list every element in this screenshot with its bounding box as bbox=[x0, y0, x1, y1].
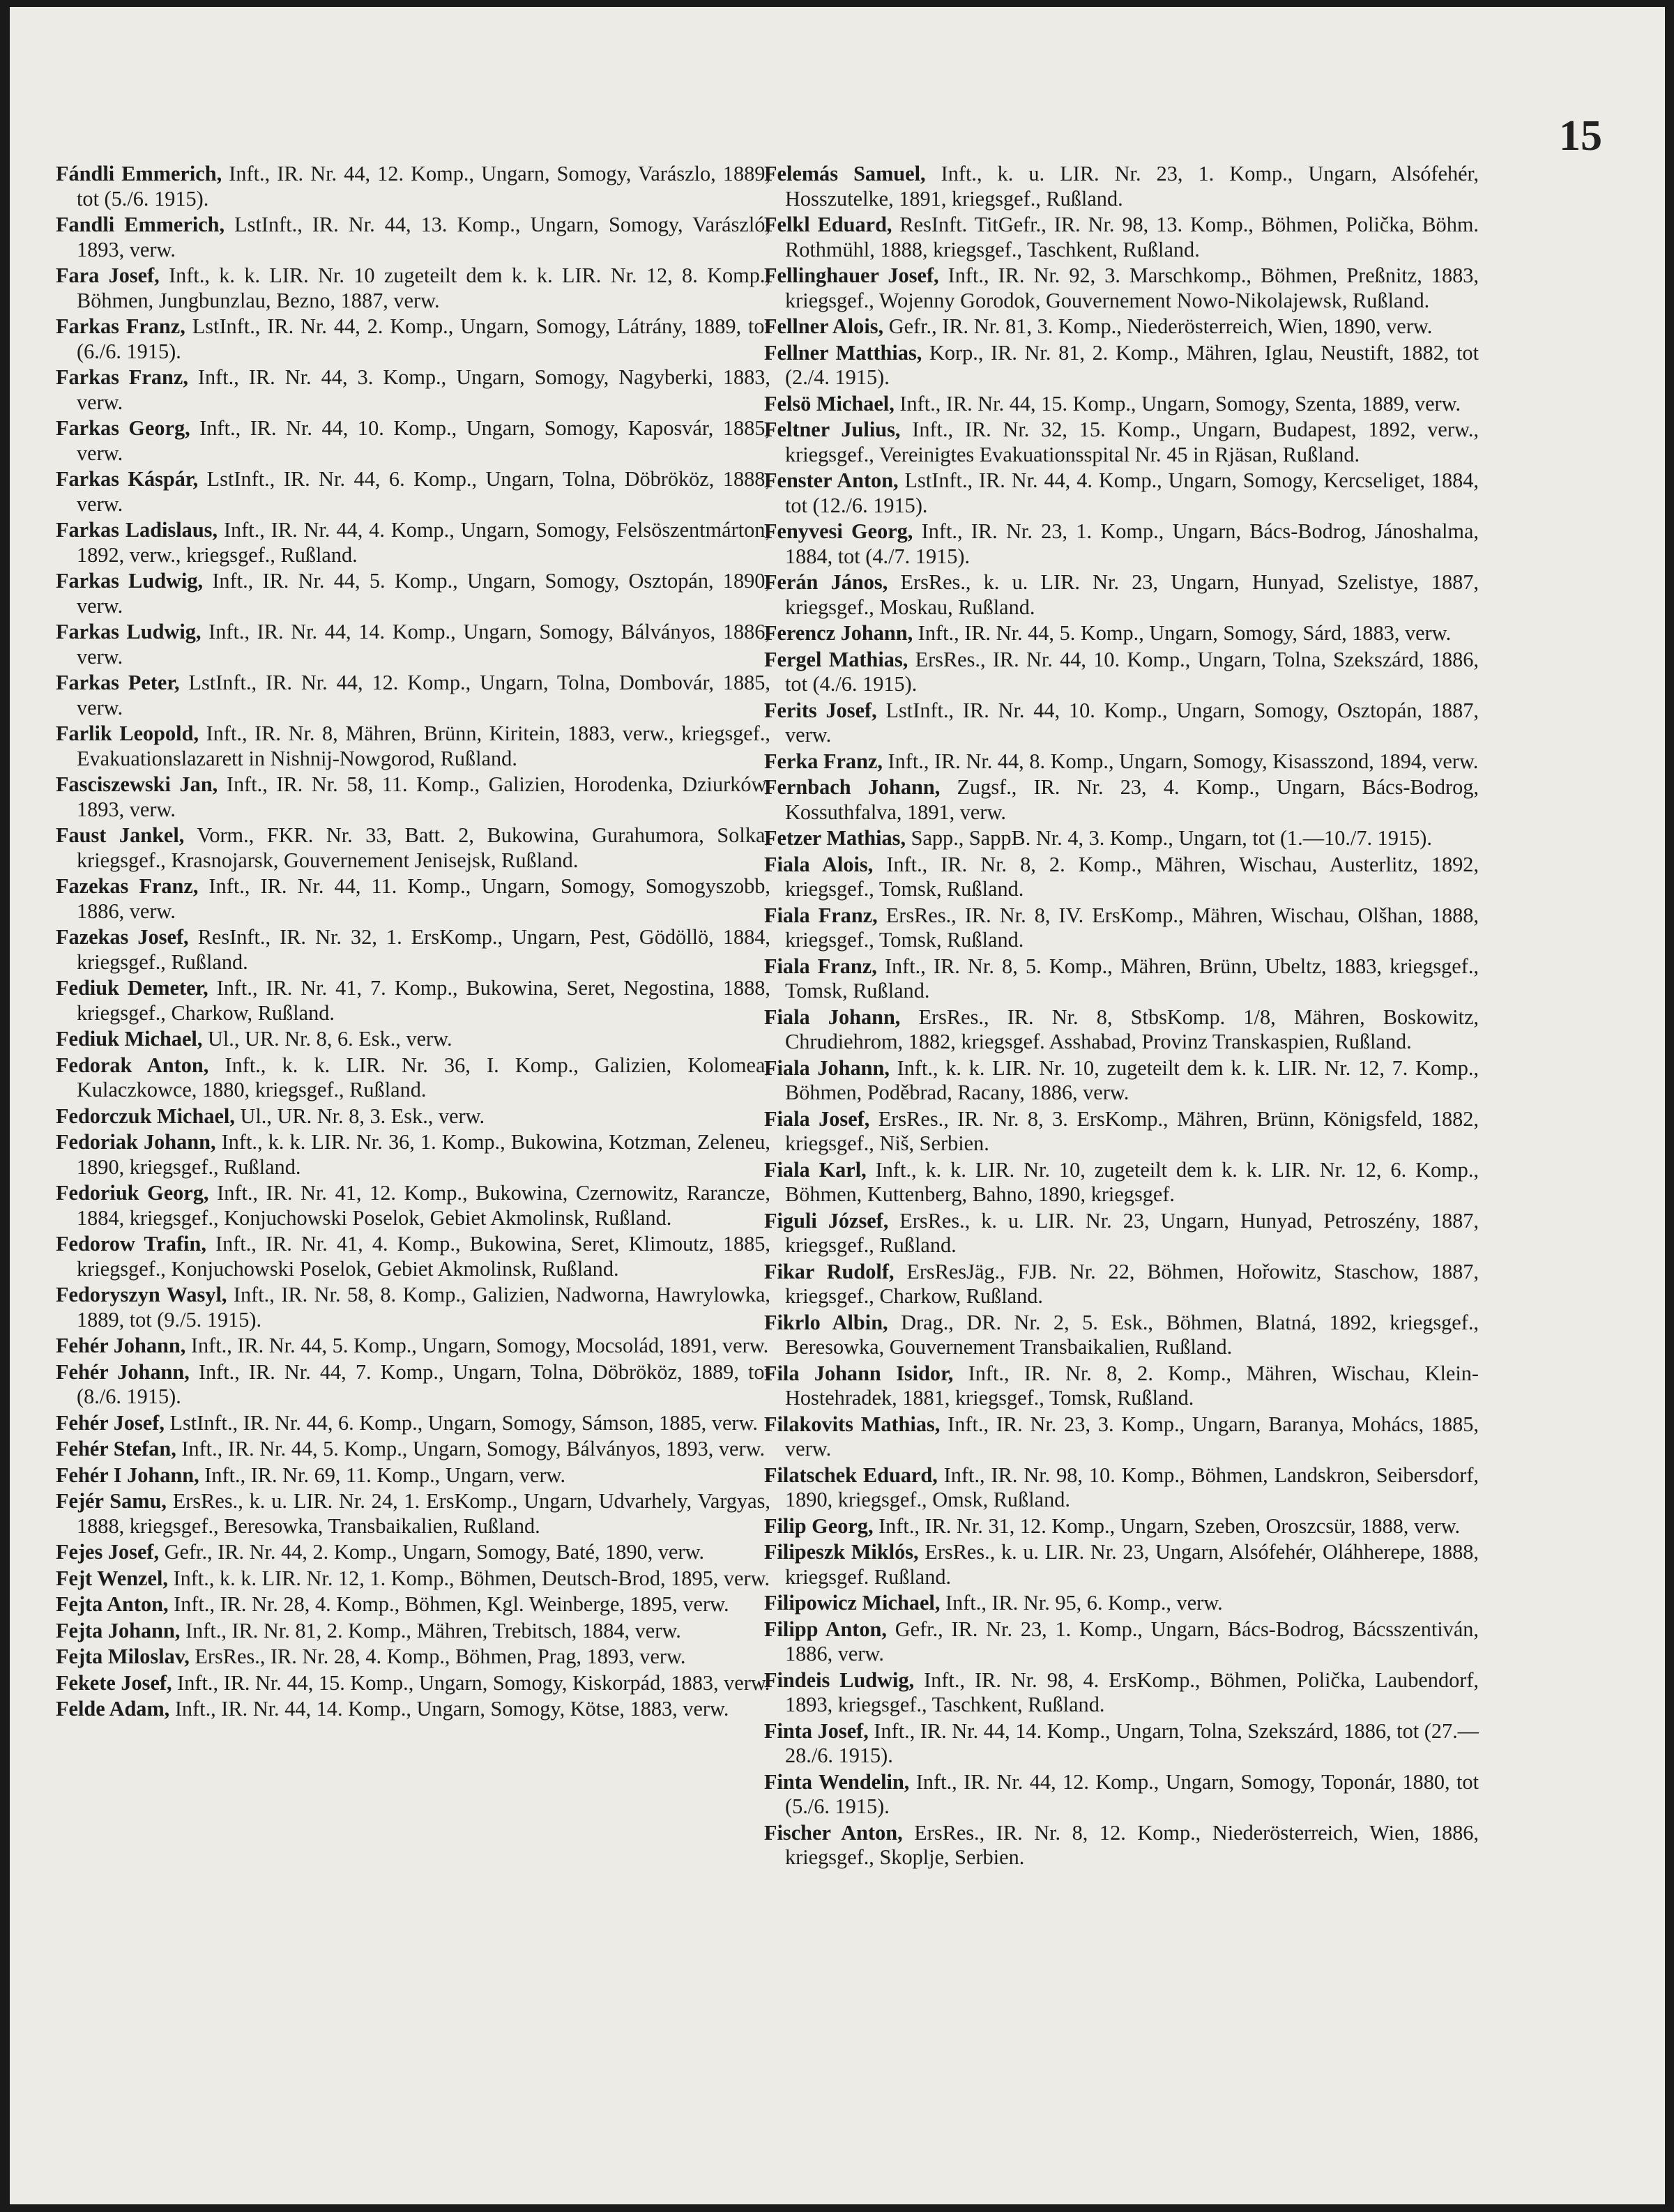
entry-name: Fiala Alois, bbox=[764, 852, 874, 876]
register-entry bbox=[56, 1566, 770, 1592]
entry-details: Inft., k. k. LIR. Nr. 36, 1. Komp., Bukowina, Kotzman, Zeleneu, 1890, kriegsgef., Rußland. bbox=[77, 1130, 770, 1179]
entry-details: Inft., IR. Nr. 23, 3. Komp., Ungarn, Baranya, Mohács, 1885, verw. bbox=[785, 1412, 1479, 1460]
register-entry bbox=[764, 392, 1479, 417]
entry-details: Zugsf., IR. Nr. 23, 4. Komp., Ungarn, Bács-Bodrog, Kossuthfalva, 1891, verw. bbox=[785, 775, 1479, 824]
entry-details: Inft., IR. Nr. 44, 3. Komp., Ungarn, Somogy, Nagyberki, 1883, verw. bbox=[77, 365, 770, 414]
entry-details: Inft., k. u. LIR. Nr. 23, 1. Komp., Ungarn, Alsófehér, Hosszutelke, 1891, kriegsgef., Rußland. bbox=[785, 162, 1479, 211]
entry-name: Fila Johann Isidor, bbox=[764, 1361, 954, 1385]
entry-details: Inft., IR. Nr. 44, 5. Komp., Ungarn, Somogy, Sárd, 1883, verw. bbox=[913, 621, 1452, 645]
entry-details: Korp., IR. Nr. 81, 2. Komp., Mähren, Iglau, Neustift, 1882, tot (2./4. 1915). bbox=[785, 340, 1479, 389]
entry-name: Fediuk Demeter, bbox=[56, 976, 208, 1000]
register-entry bbox=[764, 749, 1479, 775]
entry-details: Inft., IR. Nr. 8, 5. Komp., Mähren, Brünn, Ubeltz, 1883, kriegsgef., Tomsk, Rußland. bbox=[785, 954, 1479, 1002]
register-entry bbox=[764, 1158, 1479, 1207]
register-entry bbox=[56, 1437, 770, 1462]
entry-details: LstInft., IR. Nr. 44, 13. Komp., Ungarn, Somogy, Varászló, 1893, verw. bbox=[77, 213, 770, 261]
entry-name: Fehér Johann, bbox=[56, 1334, 186, 1357]
entry-name: Filakovits Mathias, bbox=[764, 1412, 941, 1436]
register-entry bbox=[764, 1770, 1479, 1820]
entry-name: Fernbach Johann, bbox=[764, 775, 941, 799]
entry-details: Inft., IR. Nr. 92, 3. Marschkomp., Böhmen, Preßnitz, 1883, kriegsgef., Wojenny Gorodok, Gouvernement Nowo-Nikolajewsk, Rußland. bbox=[785, 264, 1479, 312]
register-entry bbox=[56, 925, 770, 975]
entry-details: LstInft., IR. Nr. 44, 6. Komp., Ungarn, Somogy, Sámson, 1885, verw. bbox=[164, 1410, 759, 1435]
register-entry bbox=[764, 468, 1479, 518]
entry-details: Inft., IR. Nr. 31, 12. Komp., Ungarn, Szeben, Oroszcsür, 1888, verw. bbox=[873, 1513, 1461, 1538]
entry-details: Inft., IR. Nr. 8, 2. Komp., Mähren, Wischau, Klein-Hostehradek, 1881, kriegsgef., Tomsk, Rußland. bbox=[785, 1361, 1479, 1410]
entry-details: Inft., IR. Nr. 44, 7. Komp., Ungarn, Tolna, Döbrököz, 1889, tot (8./6. 1915). bbox=[77, 1359, 770, 1408]
entry-name: Fiala Franz, bbox=[764, 954, 877, 978]
entry-details: ResInft. TitGefr., IR. Nr. 98, 13. Komp., Böhmen, Polička, Böhm. Rothmühl, 1888, kriegsgef., Taschkent, Rußland. bbox=[785, 213, 1479, 261]
entry-name: Fedoriak Johann, bbox=[56, 1130, 216, 1154]
entry-details: Inft., IR. Nr. 81, 2. Komp., Mähren, Trebitsch, 1884, verw. bbox=[180, 1618, 681, 1642]
register-entry bbox=[56, 1697, 770, 1722]
entry-name: Fikrlo Albin, bbox=[764, 1310, 888, 1334]
entry-name: Fejér Samu, bbox=[56, 1489, 167, 1513]
entry-name: Fedorak Anton, bbox=[56, 1053, 209, 1077]
entry-details: Inft., IR. Nr. 69, 11. Komp., Ungarn, verw. bbox=[199, 1463, 566, 1487]
entry-details: Inft., IR. Nr. 44, 5. Komp., Ungarn, Somogy, Bálványos, 1893, verw. bbox=[176, 1437, 766, 1460]
entry-name: Felde Adam, bbox=[56, 1697, 170, 1721]
entry-name: Fiala Johann, bbox=[764, 1005, 901, 1029]
entry-name: Felkl Eduard, bbox=[764, 213, 892, 236]
entry-details: Inft., IR. Nr. 44, 8. Komp., Ungarn, Somogy, Kisasszond, 1894, verw. bbox=[882, 749, 1479, 773]
entry-details: Inft., IR. Nr. 23, 1. Komp., Ungarn, Bács-Bodrog, Jánoshalma, 1884, tot (4./7. 1915). bbox=[785, 519, 1479, 568]
entry-name: Fedoryszyn Wasyl, bbox=[56, 1283, 227, 1306]
register-entry bbox=[764, 1821, 1479, 1870]
entry-name: Fiala Franz, bbox=[764, 903, 878, 927]
entry-details: Inft., IR. Nr. 44, 12. Komp., Ungarn, Somogy, Toponár, 1880, tot (5./6. 1915). bbox=[785, 1769, 1479, 1818]
entry-name: Felsö Michael, bbox=[764, 391, 895, 415]
entry-name: Farkas Georg, bbox=[56, 416, 190, 440]
register-entry bbox=[56, 314, 770, 364]
entry-name: Fándli Emmerich, bbox=[56, 162, 222, 185]
entry-name: Farkas Káspár, bbox=[56, 467, 199, 491]
register-entry bbox=[764, 264, 1479, 313]
entry-name: Fenyvesi Georg, bbox=[764, 519, 913, 543]
entry-name: Fejta Miloslav, bbox=[56, 1645, 190, 1668]
register-entry bbox=[764, 1719, 1479, 1769]
register-entry bbox=[764, 1540, 1479, 1589]
entry-details: Inft., k. k. LIR. Nr. 10, zugeteilt dem k. k. LIR. Nr. 12, 6. Komp., Böhmen, Kuttenberg, Bahno, 1890, kriegsgef. bbox=[785, 1157, 1479, 1206]
entry-details: LstInft., IR. Nr. 44, 12. Komp., Ungarn, Tolna, Dombovár, 1885, verw. bbox=[77, 671, 770, 719]
entry-details: Inft., IR. Nr. 44, 14. Komp., Ungarn, Somogy, Bálványos, 1886, verw. bbox=[77, 620, 770, 669]
right-column bbox=[764, 162, 1479, 1872]
register-entry bbox=[56, 569, 770, 618]
register-entry bbox=[56, 467, 770, 517]
entry-name: Fejt Wenzel, bbox=[56, 1566, 168, 1590]
entry-details: ErsRes., IR. Nr. 8, 12. Komp., Niederösterreich, Wien, 1886, kriegsgef., Skoplje, Serbien. bbox=[785, 1820, 1479, 1869]
register-entry bbox=[764, 1005, 1479, 1055]
entry-details: LstInft., IR. Nr. 44, 2. Komp., Ungarn, Somogy, Látrány, 1889, tot (6./6. 1915). bbox=[77, 314, 770, 363]
entry-name: Farkas Ludwig, bbox=[56, 569, 204, 593]
register-entry bbox=[56, 213, 770, 262]
register-entry bbox=[56, 976, 770, 1025]
entry-details: Ul., UR. Nr. 8, 3. Esk., verw. bbox=[234, 1104, 485, 1128]
entry-name: Fara Josef, bbox=[56, 264, 160, 287]
register-entry bbox=[56, 1671, 770, 1696]
register-entry bbox=[56, 671, 770, 720]
register-entry bbox=[764, 162, 1479, 211]
entry-name: Fiala Johann, bbox=[764, 1055, 890, 1080]
entry-name: Fedoriuk Georg, bbox=[56, 1181, 209, 1205]
entry-details: Inft., IR. Nr. 98, 10. Komp., Böhmen, Landskron, Seibersdorf, 1890, kriegsgef., Omsk, Rußland. bbox=[785, 1463, 1479, 1511]
register-entry bbox=[764, 1260, 1479, 1309]
register-entry bbox=[764, 1668, 1479, 1718]
entry-name: Ferka Franz, bbox=[764, 749, 883, 773]
entry-name: Fehér Johann, bbox=[56, 1359, 190, 1384]
register-entry bbox=[764, 341, 1479, 390]
register-entry bbox=[56, 1334, 770, 1359]
left-column bbox=[56, 162, 770, 1723]
entry-name: Fellinghauer Josef, bbox=[764, 264, 939, 287]
register-entry bbox=[56, 772, 770, 822]
entry-name: Filipp Anton, bbox=[764, 1617, 887, 1641]
entry-name: Fehér Josef, bbox=[56, 1410, 165, 1435]
register-entry bbox=[56, 1181, 770, 1230]
entry-name: Fiala Josef, bbox=[764, 1106, 870, 1131]
register-entry bbox=[56, 1053, 770, 1103]
entry-details: Inft., IR. Nr. 32, 15. Komp., Ungarn, Budapest, 1892, verw., kriegsgef., Vereinigtes Evakuationsspital Nr. 45 in Rjäsan, Rußland. bbox=[785, 418, 1479, 466]
register-entry bbox=[56, 722, 770, 771]
entry-details: LstInft., IR. Nr. 44, 10. Komp., Ungarn, Somogy, Osztopán, 1887, verw. bbox=[785, 698, 1479, 747]
entry-name: Fiala Karl, bbox=[764, 1157, 867, 1182]
register-entry bbox=[56, 365, 770, 415]
entry-details: Inft., IR. Nr. 28, 4. Komp., Böhmen, Kgl. Weinberge, 1895, verw. bbox=[168, 1592, 729, 1616]
entry-name: Fenster Anton, bbox=[764, 468, 899, 492]
entry-details: Inft., IR. Nr. 44, 11. Komp., Ungarn, Somogy, Somogyszobb, 1886, verw. bbox=[77, 874, 770, 923]
register-entry bbox=[764, 418, 1479, 467]
document-page bbox=[10, 7, 1665, 2204]
register-entry bbox=[764, 1514, 1479, 1539]
register-entry bbox=[56, 1411, 770, 1436]
entry-details: Vorm., FKR. Nr. 33, Batt. 2, Bukowina, Gurahumora, Solka, kriegsgef., Krasnojarsk, Gouvernement Jenisejsk, Rußland. bbox=[77, 823, 770, 872]
entry-name: Fekete Josef, bbox=[56, 1670, 172, 1695]
entry-name: Fazekas Josef, bbox=[56, 925, 189, 949]
entry-details: Inft., k. k. LIR. Nr. 36, I. Komp., Galizien, Kolomea, Kulaczkowce, 1880, kriegsgef., Rußland. bbox=[77, 1053, 770, 1101]
register-entry bbox=[764, 1311, 1479, 1360]
entry-name: Findeis Ludwig, bbox=[764, 1668, 915, 1692]
register-entry bbox=[56, 264, 770, 313]
register-entry bbox=[764, 1463, 1479, 1513]
entry-name: Farkas Ladislaus, bbox=[56, 518, 218, 542]
entry-details: Inft., IR. Nr. 41, 7. Komp., Bukowina, Seret, Negostina, 1888, kriegsgef., Charkow, Rußland. bbox=[77, 976, 770, 1025]
entry-details: Inft., IR. Nr. 41, 4. Komp., Bukowina, Seret, Klimoutz, 1885, kriegsgef., Konjuchowski Poselok, Gebiet Akmolinsk, Rußland. bbox=[77, 1232, 770, 1281]
entry-name: Fedorczuk Michael, bbox=[56, 1104, 235, 1128]
entry-details: Gefr., IR. Nr. 44, 2. Komp., Ungarn, Somogy, Baté, 1890, verw. bbox=[159, 1540, 705, 1564]
entry-name: Farkas Peter, bbox=[56, 671, 180, 694]
register-entry bbox=[56, 1360, 770, 1410]
page-number: 15 bbox=[1559, 112, 1602, 160]
entry-details: LstInft., IR. Nr. 44, 6. Komp., Ungarn, Tolna, Döbrököz, 1888, verw. bbox=[77, 467, 770, 516]
entry-details: Drag., DR. Nr. 2, 5. Esk., Böhmen, Blatná, 1892, kriegsgef., Beresowka, Gouvernement Transbaikalien, Rußland. bbox=[785, 1310, 1479, 1359]
register-entry bbox=[764, 1412, 1479, 1462]
entry-details: ErsRes., IR. Nr. 8, StbsKomp. 1/8, Mähren, Boskowitz, Chrudiehrom, 1882, kriegsgef. Asshabad, Provinz Transkaspien, Rußland. bbox=[785, 1005, 1479, 1053]
entry-name: Farkas Ludwig, bbox=[56, 620, 201, 643]
entry-details: ErsRes., IR. Nr. 28, 4. Komp., Böhmen, Prag, 1893, verw. bbox=[189, 1645, 686, 1668]
register-entry bbox=[764, 826, 1479, 851]
register-entry bbox=[56, 1104, 770, 1129]
entry-details: ErsRes., k. u. LIR. Nr. 24, 1. ErsKomp., Ungarn, Udvarhely, Vargyas, 1888, kriegsgef., Beresowka, Transbaikalien, Rußland. bbox=[77, 1489, 770, 1538]
entry-details: Inft., IR. Nr. 41, 12. Komp., Bukowina, Czernowitz, Rarancze, 1884, kriegsgef., Konjuchowski Poselok, Gebiet Akmolinsk, Rußland. bbox=[77, 1181, 770, 1230]
register-entry bbox=[764, 699, 1479, 748]
register-entry bbox=[56, 518, 770, 567]
register-entry bbox=[56, 1283, 770, 1332]
entry-details: Inft., k. k. LIR. Nr. 10 zugeteilt dem k. k. LIR. Nr. 12, 8. Komp., Böhmen, Jungbunzlau, Bezno, 1887, verw. bbox=[77, 264, 770, 312]
register-entry bbox=[56, 874, 770, 924]
entry-details: Inft., IR. Nr. 44, 4. Komp., Ungarn, Somogy, Felsöszentmárton, 1892, verw., kriegsgef., Rußland. bbox=[77, 518, 770, 567]
entry-name: Fediuk Michael, bbox=[56, 1027, 203, 1051]
entry-name: Fehér Stefan, bbox=[56, 1437, 176, 1460]
entry-details: Inft., IR. Nr. 8, 2. Komp., Mähren, Wischau, Austerlitz, 1892, kriegsgef., Tomsk, Rußland. bbox=[785, 852, 1479, 901]
entry-details: Gefr., IR. Nr. 81, 3. Komp., Niederösterreich, Wien, 1890, verw. bbox=[883, 314, 1433, 338]
entry-details: ErsRes., k. u. LIR. Nr. 23, Ungarn, Hunyad, Petroszény, 1887, kriegsgef., Rußland. bbox=[785, 1208, 1479, 1257]
register-entry bbox=[56, 1027, 770, 1052]
register-entry bbox=[764, 621, 1479, 646]
entry-details: ErsRes., k. u. LIR. Nr. 23, Ungarn, Alsófehér, Oláhherepe, 1888, kriegsgef. Rußland. bbox=[785, 1540, 1479, 1589]
entry-details: Ul., UR. Nr. 8, 6. Esk., verw. bbox=[202, 1027, 452, 1051]
register-entry bbox=[764, 954, 1479, 1004]
entry-details: Inft., IR. Nr. 44, 14. Komp., Ungarn, Tolna, Szekszárd, 1886, tot (27.—28./6. 1915). bbox=[785, 1718, 1479, 1767]
entry-name: Fetzer Mathias, bbox=[764, 826, 906, 850]
entry-name: Finta Wendelin, bbox=[764, 1769, 910, 1794]
entry-name: Filipowicz Michael, bbox=[764, 1591, 941, 1615]
register-entry bbox=[764, 903, 1479, 953]
entry-details: Inft., IR. Nr. 44, 5. Komp., Ungarn, Somogy, Mocsolád, 1891, verw. bbox=[185, 1334, 769, 1357]
entry-details: Inft., IR. Nr. 8, Mähren, Brünn, Kiritein, 1883, verw., kriegsgef., Evakuationslazarett in Nishnij-Nowgorod, Rußland. bbox=[77, 722, 770, 770]
register-entry bbox=[56, 1463, 770, 1488]
register-entry bbox=[764, 314, 1479, 340]
register-entry bbox=[56, 1592, 770, 1617]
entry-name: Feltner Julius, bbox=[764, 418, 901, 441]
entry-details: Inft., IR. Nr. 44, 12. Komp., Ungarn, Somogy, Varászlo, 1889, tot (5./6. 1915). bbox=[77, 162, 770, 211]
register-entry bbox=[764, 213, 1479, 262]
entry-details: Inft., IR. Nr. 58, 11. Komp., Galizien, Horodenka, Dziurków, 1893, verw. bbox=[77, 772, 770, 821]
entry-name: Ferencz Johann, bbox=[764, 621, 913, 645]
entry-details: ResInft., IR. Nr. 32, 1. ErsKomp., Ungarn, Pest, Gödöllö, 1884, kriegsgef., Rußland. bbox=[77, 925, 770, 974]
entry-details: ErsRes., IR. Nr. 8, 3. ErsKomp., Mähren, Brünn, Königsfeld, 1882, kriegsgef., Niš, Serbien. bbox=[785, 1106, 1479, 1155]
register-entry bbox=[56, 416, 770, 466]
register-entry bbox=[56, 620, 770, 669]
register-entry bbox=[764, 775, 1479, 825]
register-entry bbox=[56, 1232, 770, 1281]
entry-name: Fejes Josef, bbox=[56, 1540, 160, 1564]
entry-name: Fejta Johann, bbox=[56, 1618, 181, 1642]
entry-details: Inft., k. k. LIR. Nr. 12, 1. Komp., Böhmen, Deutsch-Brod, 1895, verw. bbox=[167, 1566, 770, 1590]
entry-details: LstInft., IR. Nr. 44, 4. Komp., Ungarn, Somogy, Kercseliget, 1884, tot (12./6. 1915). bbox=[785, 468, 1479, 517]
register-entry bbox=[56, 1619, 770, 1644]
entry-details: Inft., IR. Nr. 44, 15. Komp., Ungarn, Somogy, Szenta, 1889, verw. bbox=[894, 391, 1461, 415]
entry-name: Ferán János, bbox=[764, 570, 888, 594]
entry-name: Fergel Mathias, bbox=[764, 647, 908, 671]
register-entry bbox=[764, 570, 1479, 620]
entry-name: Faust Jankel, bbox=[56, 823, 185, 847]
entry-details: ErsRes., k. u. LIR. Nr. 23, Ungarn, Hunyad, Szelistye, 1887, kriegsgef., Moskau, Rußland. bbox=[785, 570, 1479, 619]
entry-details: Gefr., IR. Nr. 23, 1. Komp., Ungarn, Bács-Bodrog, Bácsszentiván, 1886, verw. bbox=[785, 1617, 1479, 1665]
entry-name: Fikar Rudolf, bbox=[764, 1259, 895, 1283]
register-entry bbox=[56, 1645, 770, 1670]
entry-details: Inft., IR. Nr. 44, 14. Komp., Ungarn, Somogy, Kötse, 1883, verw. bbox=[169, 1697, 729, 1721]
entry-details: ErsRes., IR. Nr. 8, IV. ErsKomp., Mähren, Wischau, Olšhan, 1888, kriegsgef., Tomsk, Rußland. bbox=[785, 903, 1479, 952]
register-entry bbox=[764, 1361, 1479, 1411]
entry-name: Fejta Anton, bbox=[56, 1592, 169, 1616]
register-entry bbox=[764, 1056, 1479, 1106]
entry-name: Farlik Leopold, bbox=[56, 722, 199, 745]
entry-name: Felemás Samuel, bbox=[764, 162, 926, 185]
register-entry bbox=[764, 1617, 1479, 1667]
register-entry bbox=[764, 1591, 1479, 1616]
entry-name: Ferits Josef, bbox=[764, 698, 877, 722]
entry-name: Fehér I Johann, bbox=[56, 1463, 199, 1487]
entry-name: Fellner Alois, bbox=[764, 314, 884, 338]
entry-name: Farkas Franz, bbox=[56, 365, 188, 389]
entry-name: Fellner Matthias, bbox=[764, 340, 922, 365]
register-entry bbox=[764, 648, 1479, 697]
entry-details: ErsResJäg., FJB. Nr. 22, Böhmen, Hořowitz, Staschow, 1887, kriegsgef., Charkow, Rußland. bbox=[785, 1259, 1479, 1308]
entry-details: Inft., IR. Nr. 58, 8. Komp., Galizien, Nadworna, Hawrylowka, 1889, tot (9./5. 1915). bbox=[77, 1283, 770, 1332]
entry-details: Inft., IR. Nr. 44, 5. Komp., Ungarn, Somogy, Osztopán, 1890, verw. bbox=[77, 569, 770, 618]
register-entry bbox=[764, 853, 1479, 902]
entry-name: Fasciszewski Jan, bbox=[56, 772, 218, 796]
entry-details: Inft., IR. Nr. 44, 15. Komp., Ungarn, Somogy, Kiskorpád, 1883, verw. bbox=[172, 1670, 770, 1695]
entry-name: Filipeszk Miklós, bbox=[764, 1540, 919, 1564]
entry-name: Fedorow Trafin, bbox=[56, 1232, 206, 1256]
entry-name: Fazekas Franz, bbox=[56, 874, 199, 898]
entry-details: Inft., IR. Nr. 95, 6. Komp., verw. bbox=[940, 1591, 1223, 1615]
entry-name: Fischer Anton, bbox=[764, 1820, 903, 1845]
register-entry bbox=[56, 1540, 770, 1565]
entry-name: Filip Georg, bbox=[764, 1513, 874, 1538]
entry-name: Farkas Franz, bbox=[56, 314, 185, 338]
entry-name: Fandli Emmerich, bbox=[56, 213, 225, 236]
register-entry bbox=[764, 1107, 1479, 1157]
entry-details: Inft., k. k. LIR. Nr. 10, zugeteilt dem k. k. LIR. Nr. 12, 7. Komp., Böhmen, Poděbrad, Racany, 1886, verw. bbox=[785, 1055, 1479, 1104]
entry-name: Filatschek Eduard, bbox=[764, 1463, 938, 1487]
entry-details: Inft., IR. Nr. 44, 10. Komp., Ungarn, Somogy, Kaposvár, 1885, verw. bbox=[77, 416, 770, 465]
entry-name: Finta Josef, bbox=[764, 1718, 869, 1743]
entry-details: Sapp., SappB. Nr. 4, 3. Komp., Ungarn, tot (1.—10./7. 1915). bbox=[906, 826, 1432, 850]
entry-name: Figuli József, bbox=[764, 1208, 889, 1233]
register-entry bbox=[56, 1130, 770, 1180]
register-entry bbox=[56, 823, 770, 873]
entry-details: ErsRes., IR. Nr. 44, 10. Komp., Ungarn, Tolna, Szekszárd, 1886, tot (4./6. 1915). bbox=[785, 647, 1479, 696]
register-entry bbox=[56, 162, 770, 211]
register-entry bbox=[764, 519, 1479, 569]
register-entry bbox=[56, 1489, 770, 1539]
register-entry bbox=[764, 1209, 1479, 1258]
entry-details: Inft., IR. Nr. 98, 4. ErsKomp., Böhmen, Polička, Laubendorf, 1893, kriegsgef., Taschkent, Rußland. bbox=[785, 1668, 1479, 1716]
